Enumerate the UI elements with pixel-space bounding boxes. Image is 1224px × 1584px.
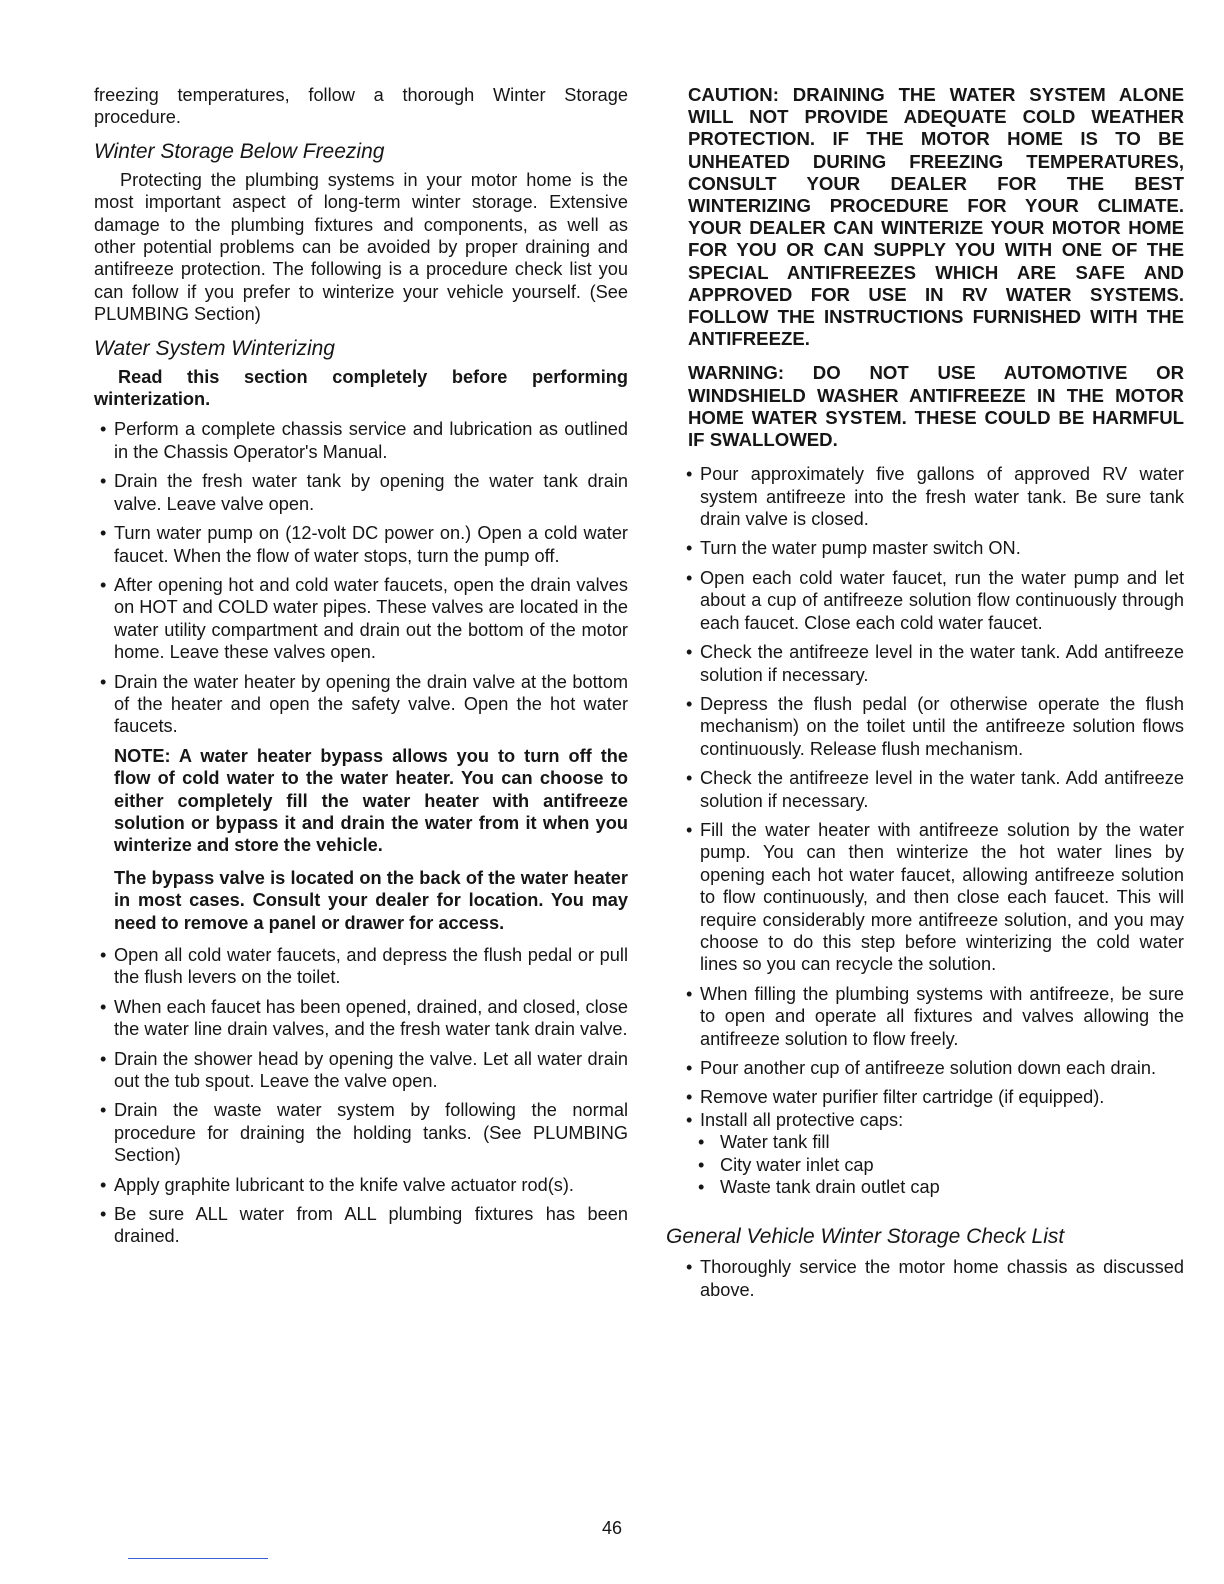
bullet-icon: • [686,1058,693,1078]
list-item: • Check the antifreeze level in the water tank. Add antifreeze solution if necessary. [686,768,1184,811]
winter-storage-paragraph: Protecting the plumbing systems in your motor home is the most important aspect of long-term winter storage. Extensive damage to the plumbing fixtures and components, as well as other potential problems can be avoided by proper draining and antifreeze protection. The following is a procedure check list you can follow if you prefer to winterize your vehicle yourself. (See PLUMBING Section) [94,169,628,325]
general-check-list [680,1256,1184,1301]
water-heater-bypass-note [114,745,628,934]
list-item: • Pour approximately five gallons of approved RV water system antifreeze into the fresh water tank. Be sure tank drain valve is closed. [686,464,1184,530]
bullet-icon: • [686,768,693,789]
bullet-icon: • [686,1257,693,1278]
bullet-icon: • [686,538,693,559]
list-item: • Fill the water heater with antifreeze solution by the water pump. You can then winterize the hot water lines by opening each hot water faucet, allowing antifreeze solution to flow continuously, and then close each faucet. This will require considerably more antifreeze solution, and you may choose to do this step before winterizing the cold water lines so you can recycle the solution. [686,819,1184,975]
right-column [666,84,1184,1308]
warning-notice: WARNING: DO NOT USE AUTOMOTIVE OR WINDSHIELD WASHER ANTIFREEZE IN THE MOTOR HOME WATER SYSTEM. THESE COULD BE HARMFUL IF SWALLOWED. [688,362,1184,451]
read-first-notice: Read this section completely before performing winterization. [94,366,628,410]
list-item: • Waste tank drain outlet cap [698,1177,940,1198]
bullet-icon: • [686,567,693,588]
bypass-note-text: NOTE: A water heater bypass allows you to turn off the flow of cold water to the water heater. You can choose to either completely fill the water heater with antifreeze solution or bypass it and drain the water from it when you winterize and store the vehicle. [114,745,628,856]
bullet-icon: • [100,1204,107,1225]
bullet-icon: • [100,574,107,595]
bullet-icon: • [100,671,107,692]
list-item: • Install all protective caps: [686,1109,904,1130]
list-item: • Remove water purifier filter cartridge (if equipped). [686,1087,1105,1108]
list-item: • Check the antifreeze level in the water tank. Add antifreeze solution if necessary. [686,642,1184,685]
heading-winter-storage: Winter Storage Below Freezing [94,139,385,163]
heading-general-check-list: General Vehicle Winter Storage Check List [666,1225,1065,1249]
list-item: • Depress the flush pedal (or otherwise operate the flush mechanism) on the toilet until the antifreeze solution flows continuously. Release flush mechanism. [686,693,1184,759]
bullet-icon: • [686,1087,693,1108]
page-number: 46 [601,1518,623,1538]
list-item: • Drain the waste water system by following the normal procedure for draining the holding tanks. (See PLUMBING Section) [100,1100,628,1166]
list-item: • Drain the water heater by opening the drain valve at the bottom of the heater and open the safety valve. Open the hot water faucets. [100,671,628,737]
bullet-icon: • [100,1048,107,1069]
list-item: • Perform a complete chassis service and lubrication as outlined in the Chassis Operator's Manual. [100,419,628,462]
list-item: • When filling the plumbing systems with antifreeze, be sure to open and operate all fixtures and valves allowing the antifreeze solution to flow freely. [686,983,1184,1049]
bullet-icon: • [698,1177,705,1198]
bullet-icon: • [698,1132,705,1153]
bullet-icon: • [686,819,693,840]
intro-text: freezing temperatures, follow a thorough Winter Storage procedure. [94,85,628,128]
bullet-icon: • [686,642,693,663]
bullet-icon: • [686,464,693,485]
bullet-icon: • [100,523,107,544]
bullet-icon: • [698,1154,705,1175]
list-item: • Be sure ALL water from ALL plumbing fixtures has been drained. [100,1204,628,1247]
list-item: • Turn the water pump master switch ON. [686,538,1021,559]
bullet-icon: • [686,1109,693,1130]
list-item: • Drain the shower head by opening the valve. Let all water drain out the tub spout. Leave the valve open. [100,1048,628,1092]
bypass-valve-location-text: The bypass valve is located on the back of the water heater in most cases. Consult your dealer for location. You may need to remove a panel or drawer for access. [114,867,628,933]
bullet-icon: • [100,996,107,1017]
caution-notice: CAUTION: DRAINING THE WATER SYSTEM ALONE WILL NOT PROVIDE ADEQUATE COLD WEATHER PROTECTION. IF THE MOTOR HOME IS TO BE UNHEATED DURING FREEZING TEMPERATURES, CONSULT YOUR DEALER FOR THE BEST WINTERIZING PROCEDURE FOR YOUR CLIMATE. YOUR DEALER CAN WINTERIZE YOUR MOTOR HOME FOR YOU OR CAN SUPPLY YOU WITH ONE OF THE SPECIAL ANTIFREEZES WHICH ARE SAFE AND APPROVED FOR USE IN RV WATER SYSTEMS. FOLLOW THE INSTRUCTIONS FURNISHED WITH THE ANTIFREEZE. [688,84,1184,350]
list-item: • City water inlet cap [698,1154,874,1175]
list-item: • Apply graphite lubricant to the knife valve actuator rod(s). [100,1174,574,1195]
bullet-icon: • [100,1174,107,1195]
left-column [94,84,628,1255]
list-item: • Thoroughly service the motor home chassis as discussed above. [686,1257,1184,1300]
list-item: • Open all cold water faucets, and depress the flush pedal or pull the flush levers on the toilet. [100,945,628,988]
list-item: • After opening hot and cold water faucets, open the drain valves on HOT and COLD water pipes. These valves are located in the water utility compartment and drain out the bottom of the motor home. Leave these valves open. [100,574,628,663]
list-item: • Drain the fresh water tank by opening the water tank drain valve. Leave valve open. [100,471,628,514]
list-item: • Pour another cup of antifreeze solution down each drain. [686,1058,1156,1078]
bullet-icon: • [686,983,693,1004]
winterizing-steps-list [94,418,628,737]
heading-water-system-winterizing: Water System Winterizing [94,336,335,360]
list-item: • When each faucet has been opened, drained, and closed, close the water line drain valves, and the fresh water tank drain valve. [100,996,628,1040]
list-item: • Turn water pump on (12-volt DC power on.) Open a cold water faucet. When the flow of water stops, turn the pump off. [100,523,628,566]
bullet-icon: • [100,945,107,965]
bullet-icon: • [100,419,107,440]
list-item: • Water tank fill [698,1132,830,1153]
bullet-icon: • [100,1100,107,1121]
draining-steps-list [94,944,628,1248]
bullet-icon: • [100,471,107,492]
list-item: • Open each cold water faucet, run the water pump and let about a cup of antifreeze solution flow continuously through each faucet. Close each cold water faucet. [686,567,1184,633]
bottom-divider [128,1558,268,1559]
bullet-icon: • [686,693,693,714]
antifreeze-steps-list [680,463,1184,1131]
protective-caps-list [688,1131,1184,1198]
